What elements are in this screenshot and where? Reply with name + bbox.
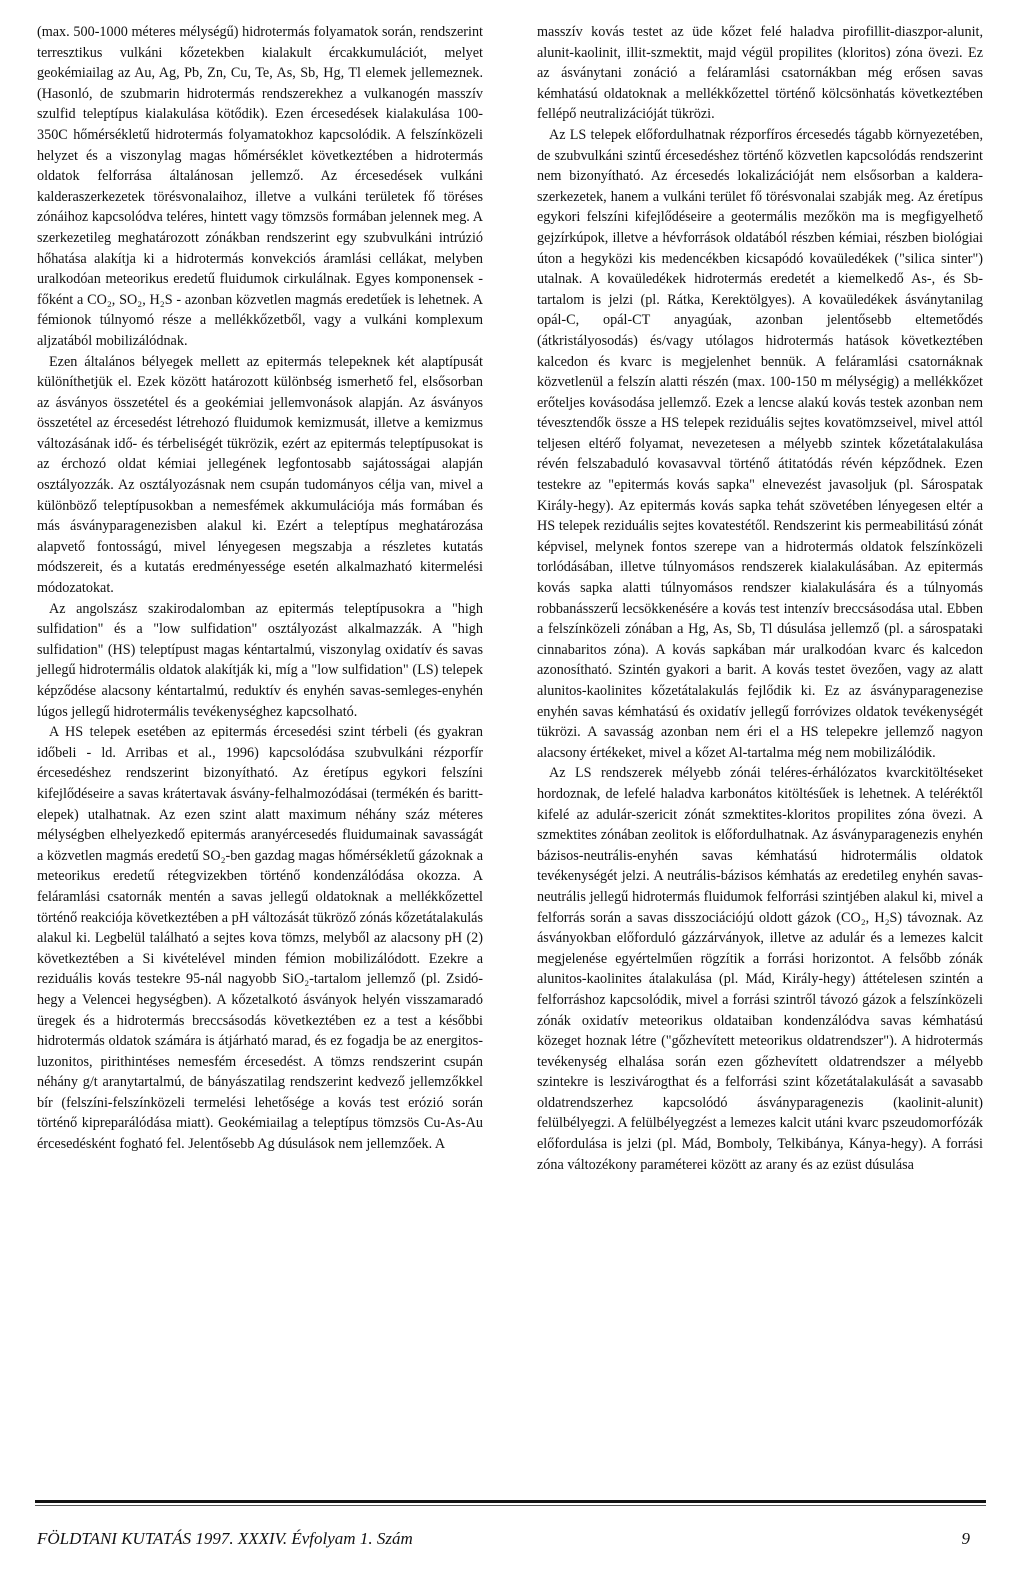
left-text-column [37,22,483,1155]
paragraph: (max. 500-1000 méteres mélységű) hidrotermás folyamatok során, rendszerint terresztikus vulkáni kőzetekben kialakult ércakkumulációt, melyet geokémiailag az Au, Ag, Pb, Zn, Cu, Te, As, Sb, Hg, Tl elemek jellemeznek. (Hasonló, de szubmarin hidrotermás rendszerekhez a vulkanogén masszív szulfid teleptípus kialakulása kötődik). Ezen ércesedések kialakulása 100-350C hőmérsékletű hidrotermás folyamatokhoz kapcsolódik. A felszínközeli helyzet és a viszonylag magas hőmérséklet következtében a hidrotermás oldatok felforrása általánosan jellemző. Az ércesedések vulkáni kalderaszerkezetek törésvonalaihoz, illetve a vulkáni területek fő töréses zónáihoz kapcsolódva teléres, hintett vagy tömzsös formában jelennek meg. A szerkezetileg meghatározott zónákban rendszerint egy szubvulkáni intrúzió hőhatása alakítja ki a hidrotermás konvekciós áramlási cellákat, melyben uralkodóan meteorikus eredetű fluidumok cirkulálnak. Egyes komponensek - főként a CO₂, SO₂, H₂S - azonban közvetlen magmás eredetűek is lehetnek. A fémionok túlnyomó része a mellékkőzetből, vagy a vulkáni komplexum aljzatából mobilizálódnak. [37,24,483,349]
paragraph: A HS telepek esetében az epitermás ércesedési szint térbeli (és gyakran időbeli - ld. Arribas et al., 1996) kapcsolódása szubvulkáni rézporfír ércesedéshez rendszerint bizonyítható. Az éretípus egykori felszíni kifejlődéseire a savas krátertavak ásvány-felhalmozódásai (termékén és barittelepek) utalhatnak. Az ezen szint alatt maximum néhány száz méteres mélységben elhelyezkedő epitermás aranyércesedés fluidumainak savasságát a közvetlen magmás eredetű SO₂-ben gazdag magas hőmérsékletű gázoknak a meteorikus eredetű rétegvizekben történő kondenzálódása okozza. A feláramlási csatornák mentén a savas jellegű oldatoknak a mellékkőzettel történő reakciója következtében a pH változását tükröző zónás kőzetátalakulás alakul ki. Legbelül található a sejtes kova tömzs, melyből az alacsony pH (2) következtében a Si kivételével minden fémion mobilizálódott. Ezekre a reziduális kovás testekre 95-nál nagyobb SiO₂-tartalom jellemző (pl. Zsidó-hegy a Velencei hegységben). A kőzetalkotó ásványok helyén visszamaradó üregek és a hidrotermás breccsásodás következtében ez a test a későbbi hidrotermás oldatok számára is átjárható marad, és ez fogadja be az energitos-luzonitos, pirithintéses nemesfém ércesedést. A tömzs rendszerint csupán néhány g/t aranytartalmú, de bányászatilag rendszerint kedvező jellemzőkkel bír (felszíni-felszínközeli termelési lehetősége a kovás test erózió során történő kipreparálódása miatt). Geokémiailag a teleptípus tömzsös Cu-As-Au ércesedésként fogható fel. Jelentősebb Ag dúsulások nem jellemzőek. A [37,724,483,1153]
paragraph: masszív kovás testet az üde kőzet felé haladva pirofillit-diaszpor-alunit, alunit-kaolinit, illit-szmektit, majd végül propilites (kloritos) zóna övezi. Ez az ásványtani zonáció a feláramlási csatornákban még erősen savas kémhatású oldatoknak a mellékkőzettel történő kölcsönhatás következtében fellépő neutralizációját tükrözi. [537,24,983,123]
page-number: 9 [961,1529,970,1548]
journal-title: FÖLDTANI KUTATÁS 1997. XXXIV. Évfolyam 1. Szám [37,1529,413,1548]
right-text-column [537,22,983,1175]
paragraph: Az angolszász szakirodalomban az epitermás teleptípusokra a "high sulfidation" és a "low sulfidation" osztályozást alkalmazzák. A "high sulfidation" (HS) teleptípust magas kéntartalmú, viszonylag oxidatív és savas jellegű hidrotermális oldatok alakítják ki, míg a "low sulfidation" (LS) telepek képződése alacsony kéntartalmú, reduktív és enyhén savas-semleges-enyhén lúgos jellegű hidrotermális tevékenységhez kapcsolható. [37,600,483,720]
paragraph: Az LS rendszerek mélyebb zónái teléres-érhálózatos kvarckitöltéseket hordoznak, de lefelé haladva karbonátos kitöltésűek is lehetnek. A teléréktől kifelé az adulár-szericit zónát szmektites-kloritos propilites zóna övezi. A szmektites zónában zeolitok is előfordulhatnak. Az ásványparagenezis enyhén bázisos-neutrális-enyhén savas kémhatású hidrotermális oldatok tevékenységét jelzi. A neutrális-bázisos kémhatás az eredetileg enyhén savas-neutrális jellegű hidrotermás fluidumok felforrási szintjében alakul ki, mivel a felforrás során a savas disszociációjú oldott gázok (CO₂, H₂S) távoznak. Az ásványokban előforduló gázzárványok, illetve az adulár és a lemezes kalcit megjelenése egyértelműen rögzítik a forrási horizontot. A felsőbb zónák alunitos-kaolinites átalakulása (pl. Mád, Király-hegy) áttételesen szintén a felforráshoz kapcsolódik, mivel a forrási szintről távozó gázok a felszínközeli zónák oxidatív meteorikus oldataiban kondenzálódva savas kémhatású közeget hoznak létre ("gőzhevített meteorikus oldatrendszer"). A hidrotermás tevékenység elhalása során ezen gőzhevített oldatrendszer a mélyebb szintekre is leszivárogthat és a felforrási szint kőzetátalakulását a savasabb oldatrendszerhez kapcsolódó ásványparagenezis (kaolinit-alunit) felülbélyegzi. A felülbélyegzést a lemezes kalcit utáni kvarc pszeudomorfózák előfordulása is jelzi (pl. Mád, Bomboly, Telkibánya, Kánya-hegy). A forrási zóna változékony paraméterei között az arany és az ezüst dúsulása [537,765,983,1173]
footer-divider-thin [35,1505,986,1506]
paragraph: Ezen általános bélyegek mellett az epitermás telepeknek két alaptípusát különíthetjük el. Ezek között határozott különbség ismerhető fel, elsősorban az ásványos összetétel és a geokémiai jellemvonások alapján. Az ásványos összetétel az ércesedést létrehozó fluidumok kemizmusát, illetve a kemizmus változásának idő- és térbeliségét tükrözik, ezért az epitermás teleptípusokat is az érchozó oldat kémiai jellegének legfontosabb sajátosságai alapján osztályozzák. Az osztályozásnak nem csupán tudományos célja van, mivel a különböző teleptípusokban a nemesfémek akkumulációja más formában és más ásványparagenezisben alakul ki. Ezért a teleptípus meghatározása alapvető fontosságú, mivel lényegesen megszabja a részletes kutatás módszereit, és a kutatás eredményessége esetén alkalmazható kitermelési módozatokat. [37,353,483,597]
footer-divider [35,1500,986,1503]
paragraph: Az LS telepek előfordulhatnak rézporfíros ércesedés tágabb környezetében, de szubvulkáni szintű ércesedéshez történő közvetlen kapcsolódás rendszerint nem bizonyítható. Az ércesedés lokalizációját nem elsősorban a kaldera-szerkezetek, hanem a vulkáni terület fő törésvonalai szabják meg. Az éretípus egykori felszíni kifejlődéseire a geotermális mezőkön ma is megfigyelhető gejzírkúpok, illetve a hévforrások oldatából részben kémiai, részben biológiai úton a hegyközi kis medencékben kicsapódó kovaüledékek ("silica sinter") utalnak. A kovaüledékek hidrotermás eredetét a kiemelkedő As-, és Sb-tartalom is jelzi (pl. Rátka, Kerektölgyes). A kovaüledékek ásványtanilag opál-C, opál-CT anyagúak, azonban jelentősebb eltemetődés (átkristályosodás) és/vagy utólagos hidrotermás hatások következtében kalcedon és kvarc is megjelenhet bennük. A feláramlási csatornáknak közvetlenül a felszín alatti részén (max. 100-150 m mélységig) a mellékkőzet erőteljes kovásodása jellemző. Ezek a lencse alakú kovás testek azonban nem tévesztendők össze a HS telepek reziduális sejtes kovatömzseivel, mivel attól teljesen eltérő folyamat, nevezetesen a mélyebb szintek kőzetátalakulása révén felszabaduló kovasavval történő átitatódás révén képződnek. Ezen testekre az "epitermás kovás sapka" elnevezést javasoljuk (pl. Sárospatak Király-hegy). Az epitermás kovás sapka tehát szövetében lényegesen eltér a HS telepek reziduális sejtes kovatestétől. Rendszerint kis permeabilitású zónát képvisel, melynek fontos szerepe van a hidrotermás oldatok felszínközeli torlódásában, illetve túlnyomásos rendszerek kialakulásában. Az epitermás kovás sapka alatti túlnyomásos rendszer kialakulására és a túlnyomás robbanásszerű lecsökkenésére a kovás test intenzív breccsásodása utal. Ebben a felszínközeli zónában a Hg, As, Sb, Tl dúsulása jellemző (pl. a sárospataki cinnabaritos zóna). A kovás sapkában már uralkodóan kvarc és kalcedon azonosítható. Szintén gyakori a barit. A kovás testet övezően, vagy az alatt alunitos-kaolinites kőzetátalakulás fejlődik ki. Ez az ásványparagenezise enyhén savas kémhatású és oxidatív jellegű forróvizes oldatok tevékenységét tükrözi. A savasság azonban nem éri el a HS telepekre jellemző nagyon alacsony értékeket, mivel a kőzet Al-tartalma még nem mobilizálódik. [537,126,983,761]
